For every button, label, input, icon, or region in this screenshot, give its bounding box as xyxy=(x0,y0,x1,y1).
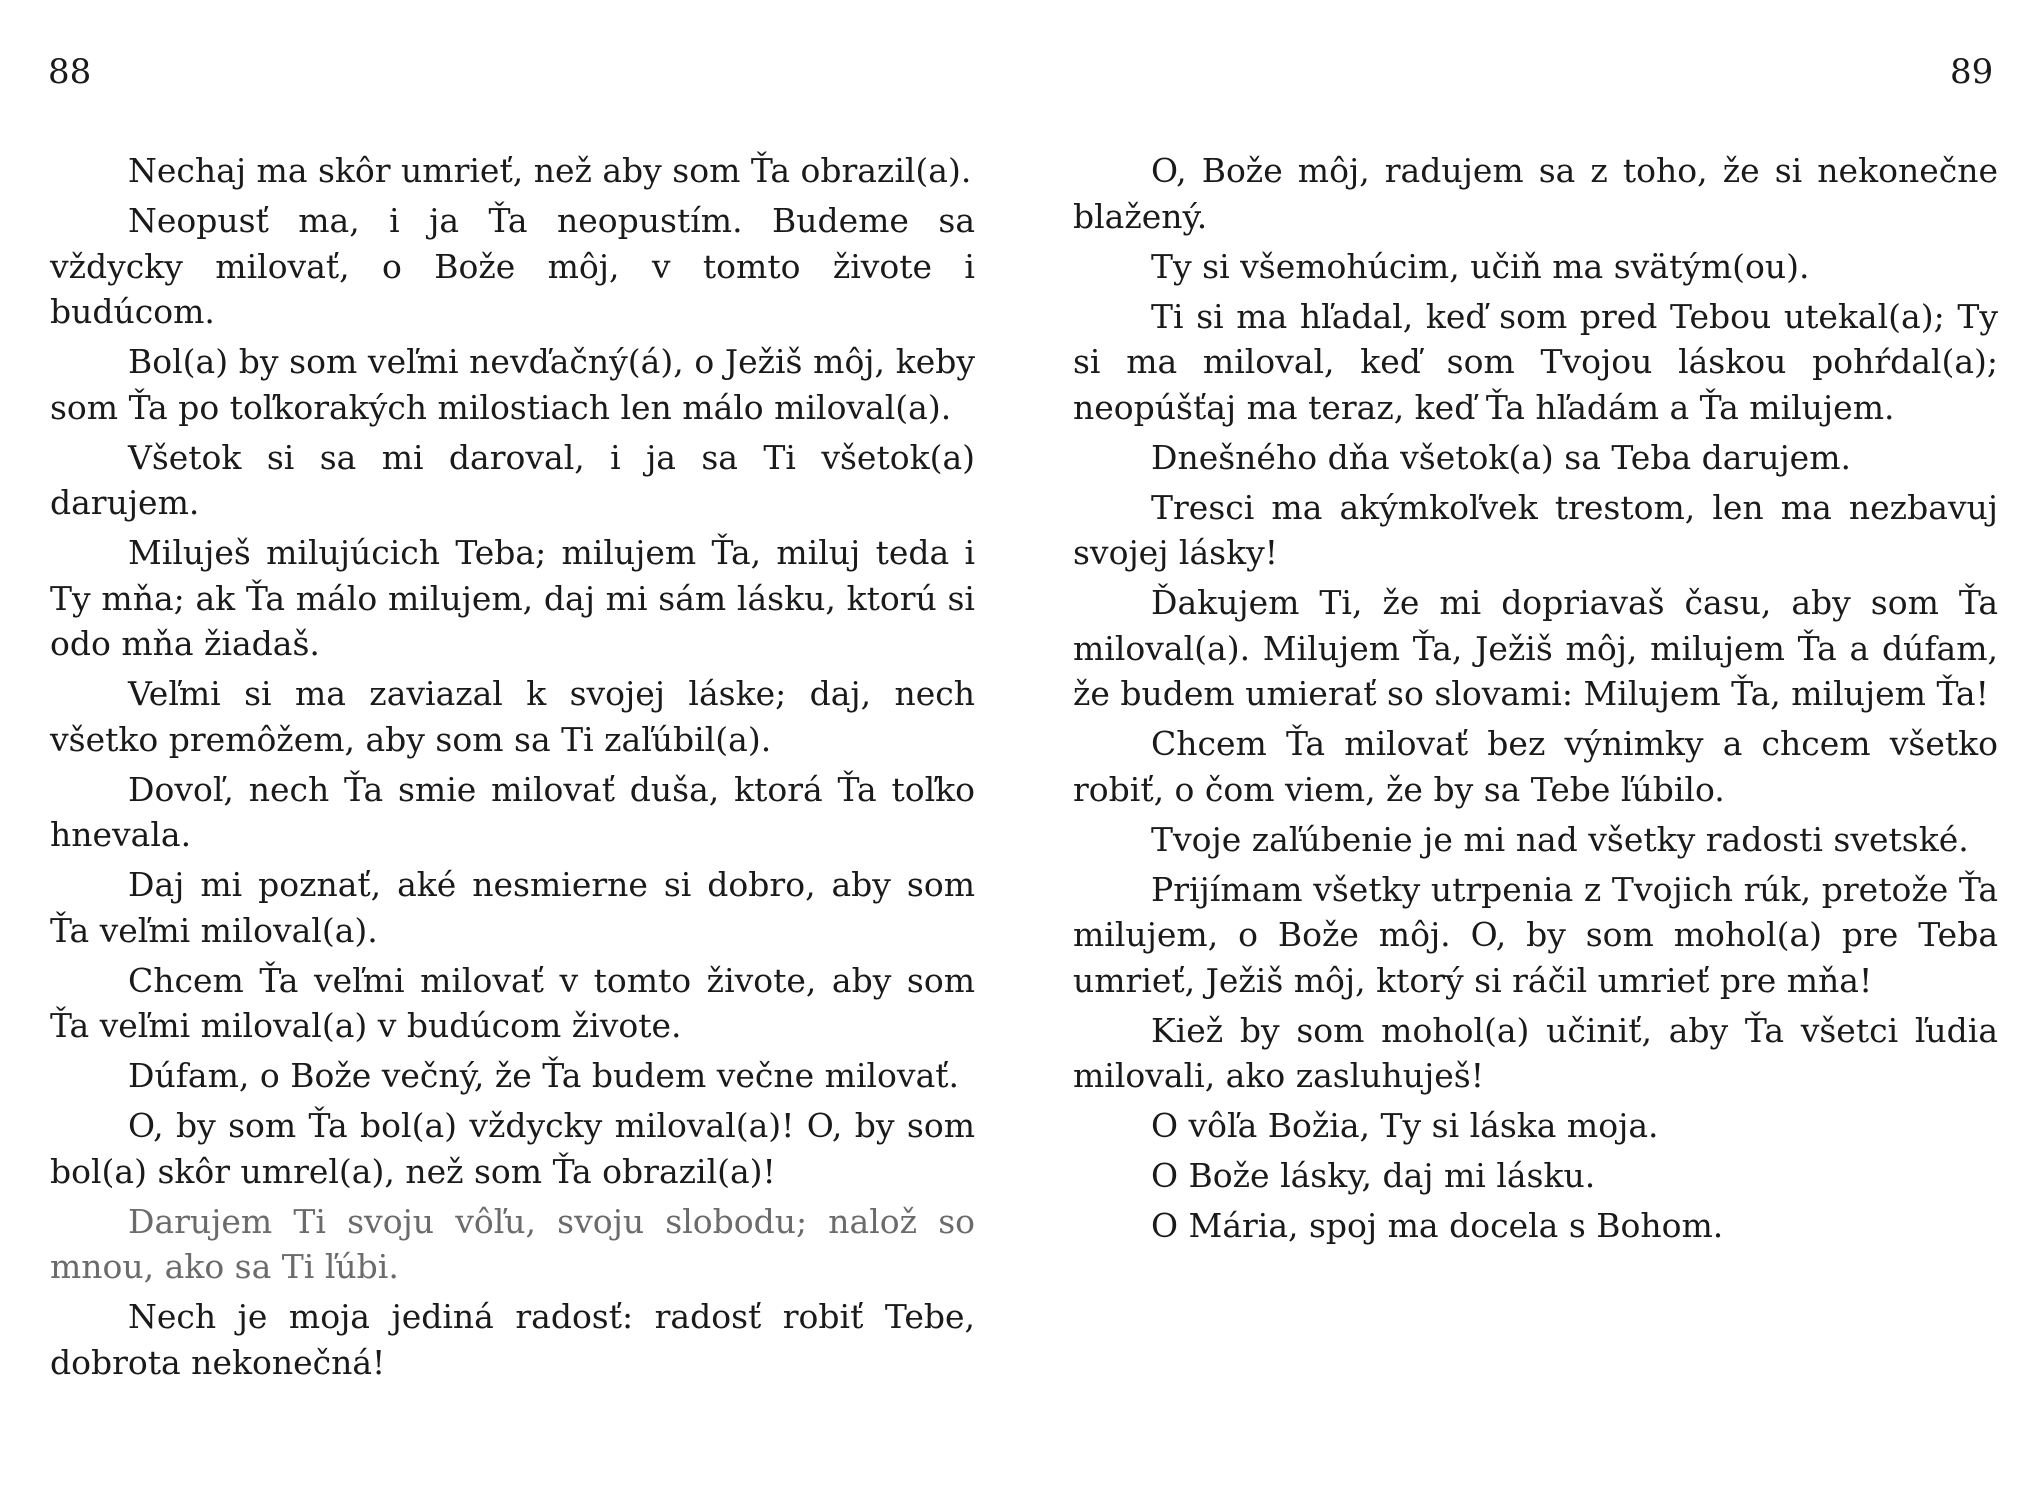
paragraph: Bol(a) by som veľmi nevďačný(á), o Ježiš môj, keby som Ťa po toľkorakých milostiach len málo miloval(a). xyxy=(50,342,975,427)
paragraph: Veľmi si ma zaviazal k svojej láske; daj, nech všetko premôžem, aby som sa Ti zaľúbil(a). xyxy=(50,674,975,759)
paragraph: Tresci ma akýmkoľvek trestom, len ma nezbavuj svojej lásky! xyxy=(1073,487,1998,572)
right-page-text xyxy=(1073,148,1998,1253)
paragraph: O vôľa Božia, Ty si láska moja. xyxy=(1151,1106,1659,1145)
paragraph: Kiež by som mohol(a) učiniť, aby Ťa všetci ľudia milovali, ako zasluhuješ! xyxy=(1073,1010,1998,1095)
left-page-text xyxy=(50,148,975,1390)
paragraph: Nechaj ma skôr umrieť, než aby som Ťa obrazil(a). xyxy=(128,151,972,190)
page-number-left: 88 xyxy=(48,52,92,92)
page-number-right: 89 xyxy=(1950,52,1994,92)
paragraph: Prijímam všetky utrpenia z Tvojich rúk, pretože Ťa milujem, o Bože môj. O, by som mohol(a) pre Teba umrieť, Ježiš môj, ktorý si ráčil umrieť pre mňa! xyxy=(1073,869,1998,1000)
paragraph: Dúfam, o Bože večný, že Ťa budem večne milovať. xyxy=(128,1056,959,1095)
paragraph: Všetok si sa mi daroval, i ja sa Ti všetok(a) darujem. xyxy=(50,437,975,522)
paragraph: Ti si ma hľadal, keď som pred Tebou utekal(a); Ty si ma miloval, keď som Tvojou láskou pohŕdal(a); neopúšťaj ma teraz, keď Ťa hľadám a Ťa milujem. xyxy=(1073,296,1998,427)
paragraph: Miluješ milujúcich Teba; milujem Ťa, miluj teda i Ty mňa; ak Ťa málo milujem, daj mi sám lásku, ktorú si odo mňa žiadaš. xyxy=(50,533,975,663)
paragraph: O Mária, spoj ma docela s Bohom. xyxy=(1151,1206,1724,1245)
paragraph: Ty si všemohúcim, učiň ma svätým(ou). xyxy=(1151,246,1810,286)
paragraph: Neopusť ma, i ja Ťa neopustím. Budeme sa vždycky milovať, o Bože môj, v tomto živote i budúcom. xyxy=(50,201,975,331)
paragraph: Dovoľ, nech Ťa smie milovať duša, ktorá Ťa toľko hnevala. xyxy=(50,769,975,854)
paragraph: Darujem Ti svoju vôľu, svoju slobodu; nalož so mnou, ako sa Ti ľúbi. xyxy=(50,1201,975,1286)
paragraph: Chcem Ťa milovať bez výnimky a chcem všetko robiť, o čom viem, že by sa Tebe ľúbilo. xyxy=(1073,724,1998,809)
paragraph: Daj mi poznať, aké nesmierne si dobro, aby som Ťa veľmi miloval(a). xyxy=(50,865,975,950)
paragraph: Nech je moja jediná radosť: radosť robiť Tebe, dobrota nekonečná! xyxy=(50,1297,975,1382)
paragraph: Chcem Ťa veľmi milovať v tomto živote, aby som Ťa veľmi miloval(a) v budúcom živote. xyxy=(50,960,975,1045)
paragraph: O, by som Ťa bol(a) vždycky miloval(a)! O, by som bol(a) skôr umrel(a), než som Ťa obrazil(a)! xyxy=(50,1106,975,1191)
paragraph: Ďakujem Ti, že mi dopriavaš času, aby som Ťa miloval(a). Milujem Ťa, Ježiš môj, milujem Ťa a dúfam, že budem umierať so slovami: Milujem Ťa, milujem Ťa! xyxy=(1073,583,1998,713)
paragraph: O Bože lásky, daj mi lásku. xyxy=(1151,1156,1596,1195)
paragraph: O, Bože môj, radujem sa z toho, že si nekonečne blažený. xyxy=(1073,151,1998,236)
paragraph: Dnešného dňa všetok(a) sa Teba darujem. xyxy=(1151,437,1851,477)
paragraph: Tvoje zaľúbenie je mi nad všetky radosti svetské. xyxy=(1151,819,1969,859)
